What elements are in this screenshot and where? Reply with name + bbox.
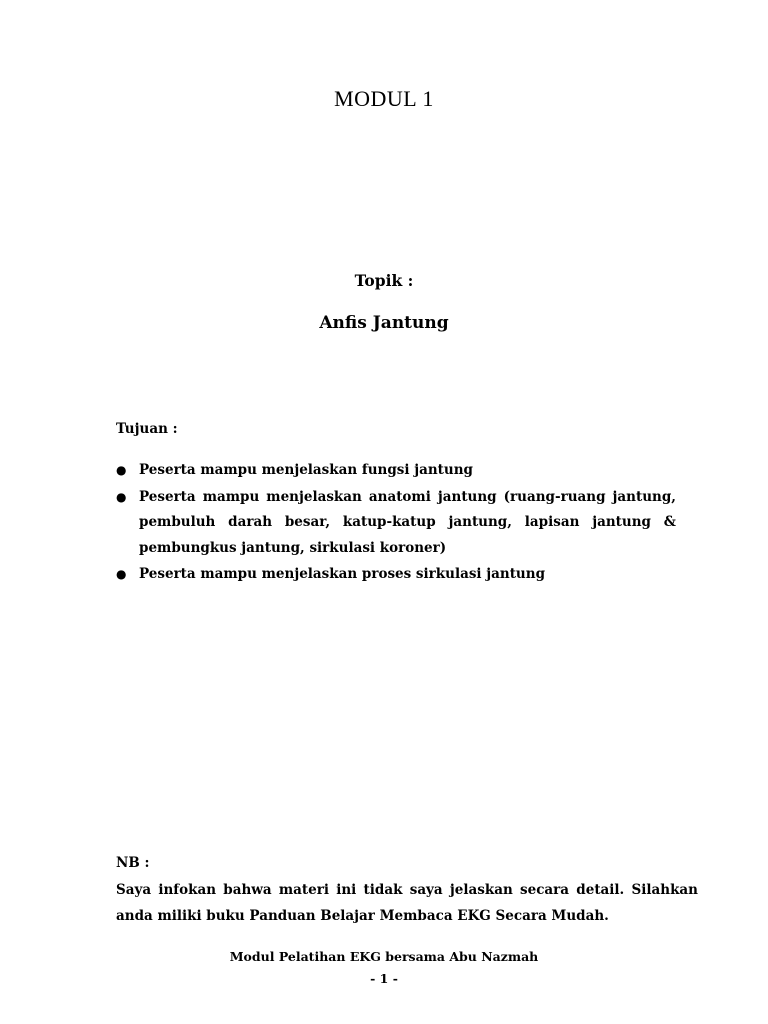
topic-label: Topik : xyxy=(354,271,414,290)
objectives-list xyxy=(116,458,676,589)
topic-title: Anfis Jantung xyxy=(319,313,449,333)
note-text: Saya infokan bahwa materi ini tidak saya jelaskan secara detail. Silahkan anda miliki buku Panduan Belajar Membaca EKG Secara Mudah. xyxy=(116,882,698,924)
bullet-icon: ● xyxy=(116,489,127,504)
objective-item xyxy=(116,485,676,562)
objective-text: Peserta mampu menjelaskan fungsi jantung xyxy=(139,462,473,478)
objective-item xyxy=(116,458,676,484)
objective-text: Peserta mampu menjelaskan anatomi jantung (ruang-ruang jantung, pembuluh darah besar, katup-katup jantung, lapisan jantung & pembungkus jantung, sirkulasi koroner) xyxy=(139,488,676,556)
page-footer: Modul Pelatihan EKG bersama Abu Nazmah xyxy=(229,949,539,964)
bullet-icon: ● xyxy=(116,463,127,477)
page-number: - 1 - xyxy=(370,971,398,986)
module-title: MODUL 1 xyxy=(334,86,434,111)
note-label: NB : xyxy=(116,855,150,871)
objective-item xyxy=(116,562,676,588)
bullet-icon: ● xyxy=(116,567,127,581)
objective-text: Peserta mampu menjelaskan proses sirkulasi jantung xyxy=(139,566,546,582)
objectives-label: Tujuan : xyxy=(116,421,178,437)
